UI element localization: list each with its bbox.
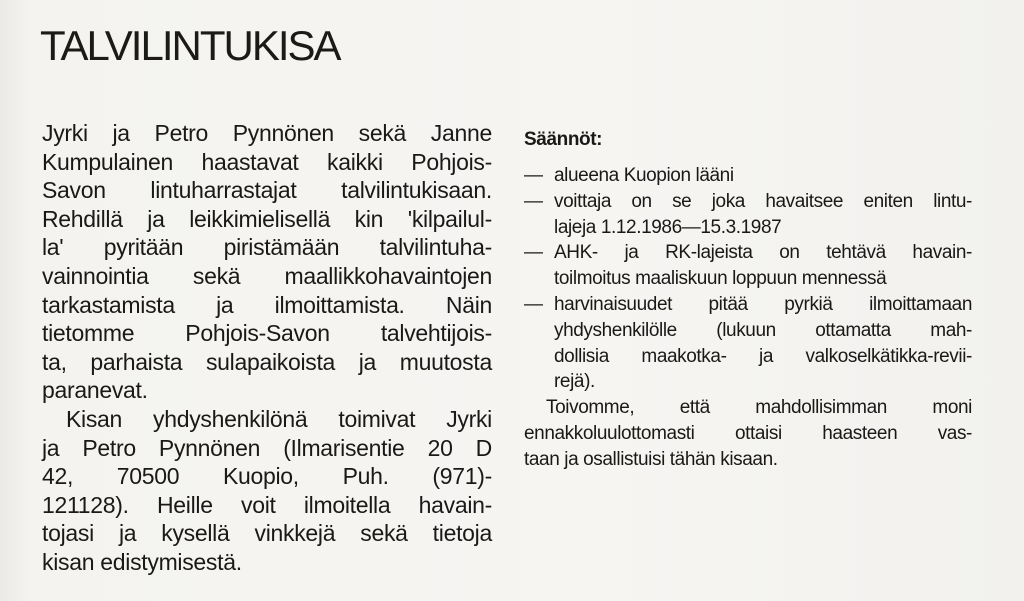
rules-column	[524, 127, 972, 473]
text-line: tojasi ja kysellä vinkkejä sekä tietoja	[42, 520, 492, 547]
text-line: rejä).	[554, 371, 595, 393]
text-line: 121128). Heille voit ilmoitella havain-	[42, 491, 492, 518]
closing-paragraph	[524, 395, 972, 472]
text-line: dollisia maakotka- ja valkoselkätikka-revii-	[554, 345, 972, 367]
text-line: lajeja 1.12.1986—15.3.1987	[554, 216, 782, 238]
dash-bullet: —	[524, 242, 543, 264]
text-line: Toivomme, että mahdollisimman moni	[546, 397, 972, 419]
text-line: paranevat.	[42, 377, 148, 404]
text-line: ennakkoluulottomasti ottaisi haasteen vas-	[524, 422, 972, 444]
rules-heading: Säännöt:	[524, 129, 603, 150]
dash-bullet: —	[524, 165, 543, 186]
text-line: voittaja on se joka havaitsee eniten lintu-	[554, 190, 972, 212]
text-line: Rehdillä ja leikkimielisellä kin 'kilpailul-	[42, 205, 492, 232]
text-line: Jyrki ja Petro Pynnönen sekä Janne	[42, 120, 492, 146]
rule-item	[524, 292, 972, 395]
text-line: yhdyshenkilölle (lukuun ottamatta mah-	[554, 319, 972, 341]
text-line: tietomme Pohjois-Savon talvehtijois-	[42, 320, 492, 347]
article-title: TALVILINTUKISA	[40, 22, 340, 69]
text-line: Kisan yhdyshenkilönä toimivat Jyrki	[66, 405, 492, 432]
text-line: ja Petro Pynnönen (Ilmarisentie 20 D	[42, 434, 492, 461]
rule-item	[524, 163, 972, 189]
text-line: toilmoitus maaliskuun loppuun mennessä	[554, 268, 887, 290]
article-body-left-column	[42, 119, 492, 577]
dash-bullet: —	[524, 190, 543, 212]
intro-paragraph	[42, 119, 492, 405]
text-line: alueena Kuopion lääni	[554, 165, 734, 186]
rule-item	[524, 189, 972, 241]
text-line: AHK- ja RK-lajeista on tehtävä havain-	[554, 242, 972, 264]
text-line: vainnointia sekä maallikkohavaintojen	[42, 262, 492, 289]
text-line: tarkastamista ja ilmoittamista. Näin	[42, 291, 492, 318]
text-line: harvinaisuudet pitää pyrkiä ilmoittamaan	[554, 293, 972, 315]
text-line: 42, 70500 Kuopio, Puh. (971)-	[42, 463, 492, 490]
text-line: kisan edistymisestä.	[42, 548, 242, 575]
text-line: taan ja osallistuisi tähän kisaan.	[524, 448, 778, 470]
text-line: Kumpulainen haastavat kaikki Pohjois-	[42, 148, 492, 175]
text-line: ta, parhaista sulapaikoista ja muutosta	[42, 348, 492, 375]
text-line: Savon lintuharrastajat talvilintukisaan.	[42, 177, 492, 204]
text-line: la' pyritään piristämään talvilintuha-	[42, 234, 492, 261]
dash-bullet: —	[524, 293, 543, 315]
contact-paragraph	[42, 405, 492, 577]
rule-item	[524, 240, 972, 292]
